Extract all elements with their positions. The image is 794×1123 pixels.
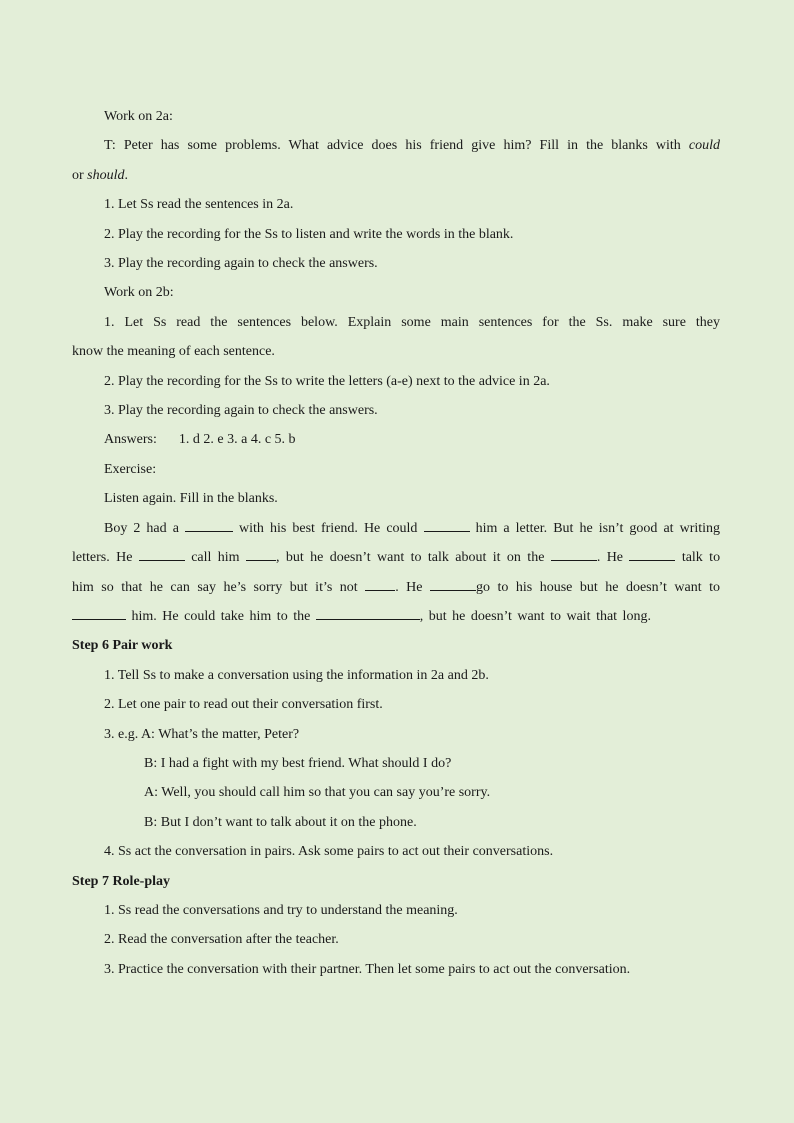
step-6-example-line-4: B: But I don’t want to talk about it on the phone. [144, 814, 417, 830]
step-6-example-line-2: B: I had a fight with my best friend. What should I do? [144, 755, 452, 771]
step-7-item-1: 1. Ss read the conversations and try to understand the meaning. [104, 902, 458, 918]
exercise-title: Exercise: [104, 461, 157, 477]
work-2b-step-1-line2: know the meaning of each sentence. [72, 344, 275, 360]
blank-7 [365, 578, 395, 591]
work-2a-step-3: 3. Play the recording again to check the answers. [104, 256, 378, 272]
step-7-heading: Step 7 Role-play [72, 873, 170, 889]
answers-values: 1. d 2. e 3. a 4. c 5. b [178, 432, 296, 448]
blank-5 [551, 548, 597, 561]
step-6-heading: Step 6 Pair work [72, 638, 173, 654]
step-7-item-2: 2. Read the conversation after the teacher. [104, 932, 339, 948]
exercise-paragraph: Boy 2 had a with his best friend. He could him a letter. But he isn’t good at writing letters. He call him , but he doesn’t want to talk about it on the . He talk to him so that he can say he’s sorry but it’s not . He go to his house but he doesn’t want to him. He could take him to the , but he doesn’t want to wait that long. [72, 520, 721, 624]
work-2b-step-2: 2. Play the recording for the Ss to write the letters (a-e) next to the advice in 2a. [104, 373, 550, 389]
step-6-item-4: 4. Ss act the conversation in pairs. Ask some pairs to act out their conversations. [104, 844, 554, 860]
blank-6 [629, 548, 675, 561]
step-7-item-3: 3. Practice the conversation with their partner. Then let some pairs to act out the conversation. [104, 961, 631, 977]
blank-1 [185, 519, 233, 532]
work-2b-title: Work on 2b: [104, 285, 174, 301]
word-should: should [87, 167, 125, 183]
step-6-item-1: 1. Tell Ss to make a conversation using the information in 2a and 2b. [104, 667, 489, 683]
blank-3 [139, 548, 185, 561]
lesson-plan-content [72, 102, 720, 984]
exercise-instruction: Listen again. Fill in the blanks. [104, 491, 278, 507]
step-6-example-line-3: A: Well, you should call him so that you can say you’re sorry. [144, 785, 491, 801]
blank-4 [246, 548, 276, 561]
word-could: could [688, 138, 720, 154]
answers-line [72, 425, 720, 454]
work-2a-question-line1: T: Peter has some problems. What advice does his friend give him? Fill in the blanks with could [104, 138, 720, 154]
work-2a-step-1: 1. Let Ss read the sentences in 2a. [104, 197, 294, 213]
answers-label: Answers: [104, 432, 157, 448]
blank-8 [430, 578, 476, 591]
blank-2 [424, 519, 470, 532]
work-2a-title: Work on 2a: [104, 109, 173, 124]
work-2b-step-1-line1: 1. Let Ss read the sentences below. Explain some main sentences for the Ss. make sure they [104, 314, 720, 330]
blank-10 [316, 607, 420, 620]
work-2b-step-3: 3. Play the recording again to check the answers. [104, 403, 378, 419]
blank-9 [72, 607, 126, 620]
work-2a-question-line2: or should. [72, 167, 129, 183]
step-6-example-line-1: 3. e.g. A: What’s the matter, Peter? [104, 726, 300, 742]
step-6-item-2: 2. Let one pair to read out their conversation first. [104, 697, 383, 713]
work-2a-step-2: 2. Play the recording for the Ss to listen and write the words in the blank. [104, 226, 514, 242]
